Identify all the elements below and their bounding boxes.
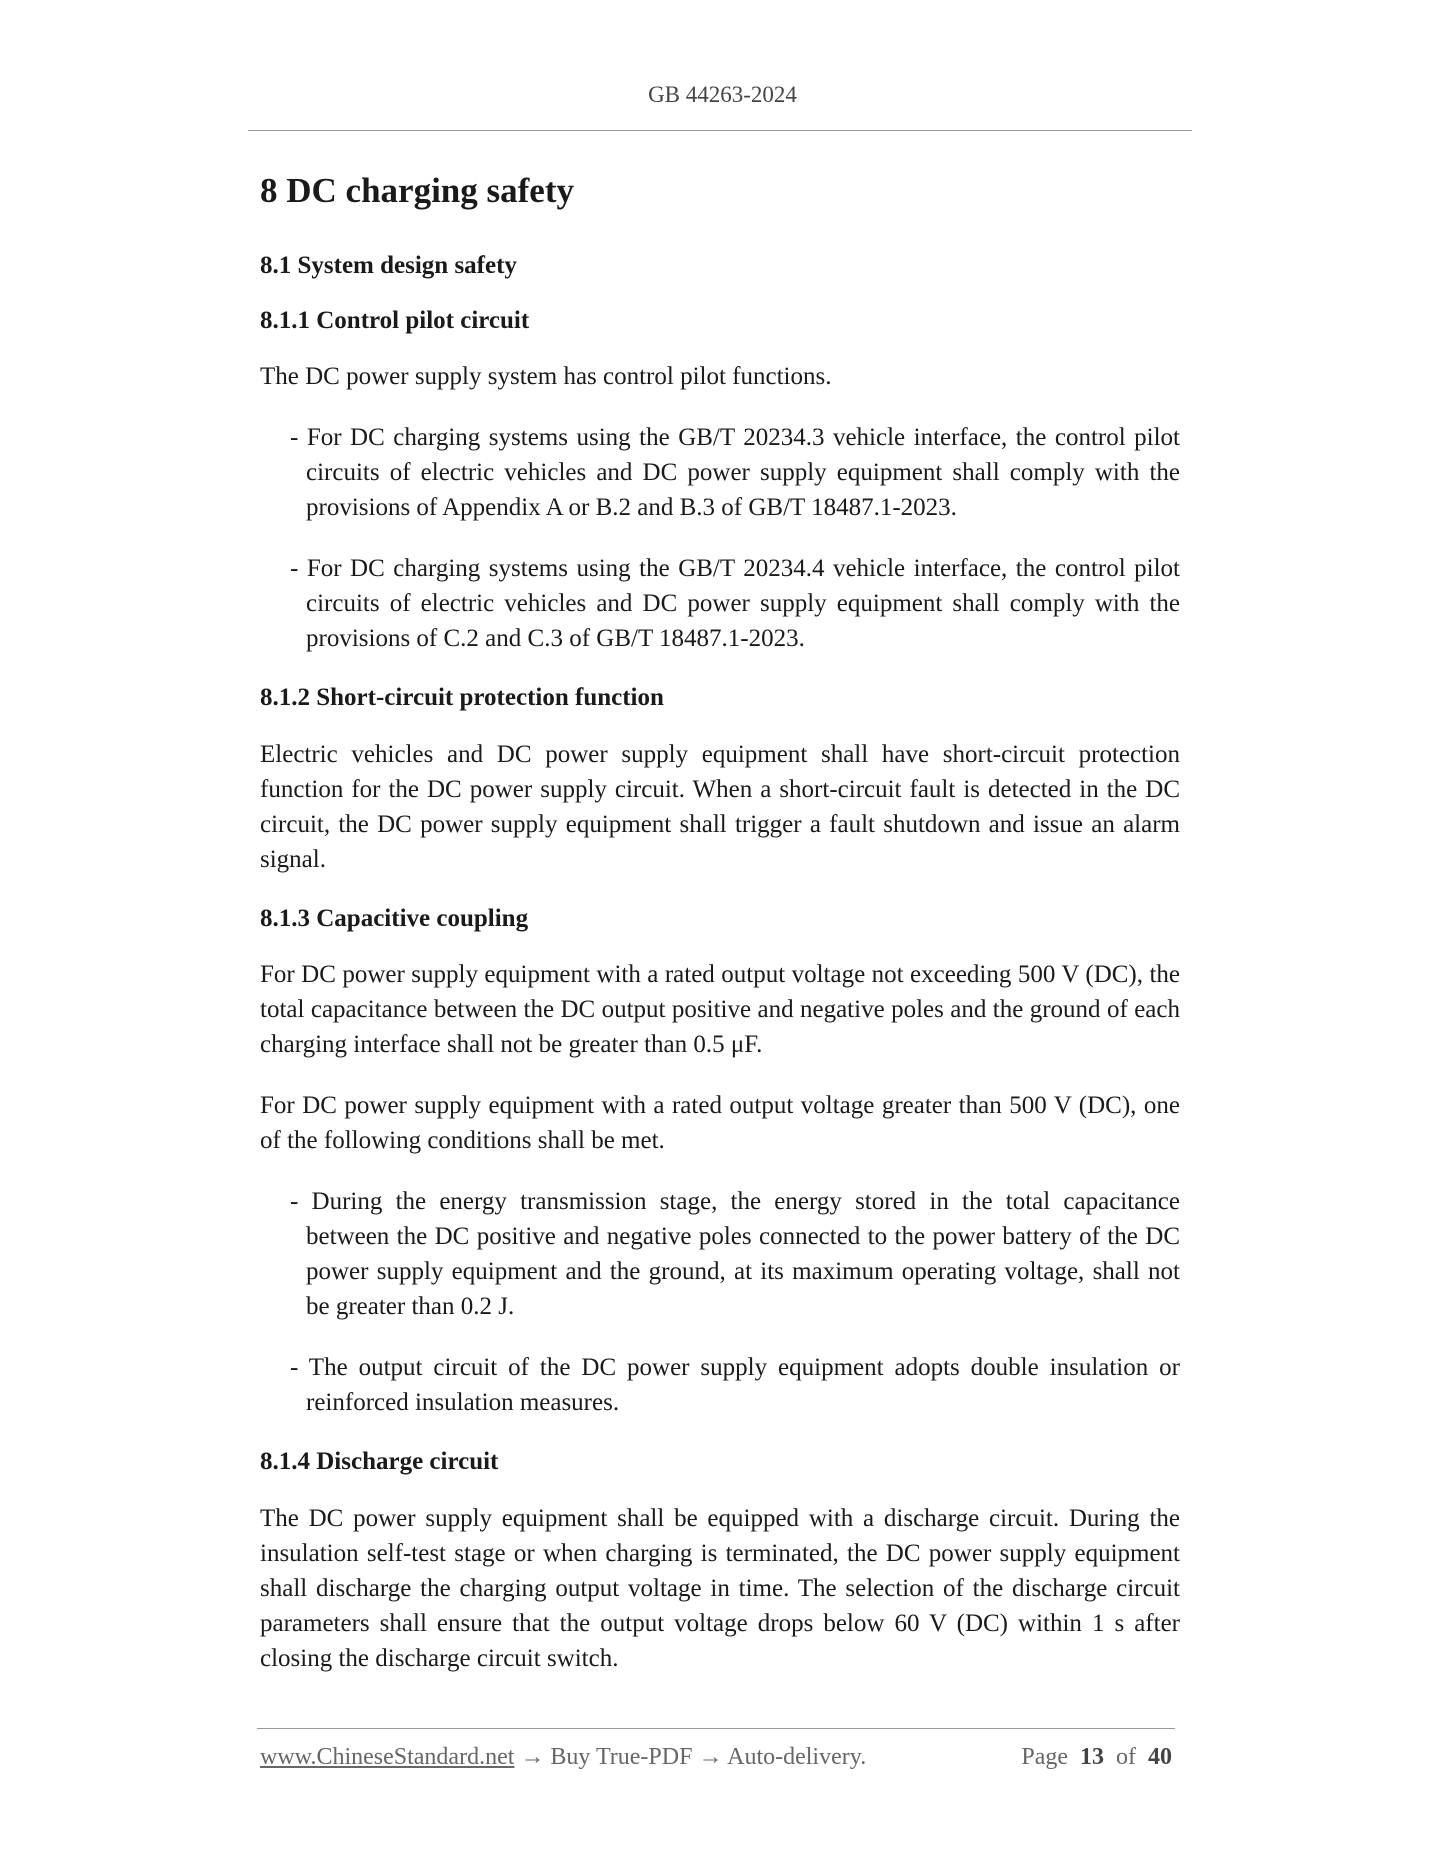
section-8-1-2-heading: 8.1.2 Short-circuit protection function [260, 684, 664, 711]
page-header: GB 44263-2024 [648, 82, 797, 107]
section-8-1-1-bullet-2: - For DC charging systems using the GB/T 20234.4 vehicle interface, the control pilot circuits of electric vehicles and DC power supply equipment shall comply with the provisions of C.2 and C.3 of GB/T 18487.1-2023. [290, 555, 1180, 652]
section-8-1-3-bullet-2: - The output circuit of the DC power supply equipment adopts double insulation or reinforced insulation measures. [290, 1354, 1180, 1416]
section-8-1-1-heading: 8.1.1 Control pilot circuit [260, 306, 530, 334]
document-body [260, 170, 1180, 1702]
section-8-1-4-heading: 8.1.4 Discharge circuit [260, 1448, 499, 1475]
total-pages: 40 [1148, 1744, 1172, 1770]
section-8-1-2-body: Electric vehicles and DC power supply equipment shall have short-circuit protection function for the DC power supply circuit. When a short-circuit fault is detected in the DC circuit, the DC power supply equipment shall trigger a fault shutdown and issue an alarm signal. [260, 740, 1180, 873]
section-8-1-3-paragraph-1: For DC power supply equipment with a rated output voltage not exceeding 500 V (DC), the total capacitance between the DC output positive and negative poles and the ground of each charging interface shall not be greater than 0.5 μF. [260, 961, 1180, 1058]
section-title: 8 DC charging safety [260, 171, 574, 210]
header-divider [248, 130, 1192, 131]
section-8-1-1-bullet-1: - For DC charging systems using the GB/T 20234.3 vehicle interface, the control pilot circuits of electric vehicles and DC power supply equipment shall comply with the provisions of Appendix A or B.2 and B.3 of GB/T 18487.1-2023. [290, 424, 1180, 521]
current-page: 13 [1080, 1744, 1104, 1770]
website-link[interactable]: www.ChineseStandard.net [260, 1744, 515, 1770]
of-label: of [1116, 1744, 1136, 1770]
section-8-1-4-body: The DC power supply equipment shall be equipped with a discharge circuit. During the insulation self-test stage or when charging is terminated, the DC power supply equipment shall discharge the charging output voltage in time. The selection of the discharge circuit parameters shall ensure that the output voltage drops below 60 V (DC) within 1 s after closing the discharge circuit switch. [260, 1504, 1180, 1672]
page-label: Page [1021, 1744, 1068, 1770]
section-8-1-3-heading: 8.1.3 Capacitive coupling [260, 904, 529, 932]
page-number [1021, 1744, 1172, 1771]
section-8-1-3-bullet-1: - During the energy transmission stage, the energy stored in the total capacitance between the DC positive and negative poles connected to the power battery of the DC power supply equipment and the ground, at its maximum operating voltage, shall not be greater than 0.2 J. [290, 1188, 1180, 1320]
footer-divider [257, 1728, 1175, 1729]
section-8-1-3-paragraph-2: For DC power supply equipment with a rated output voltage greater than 500 V (DC), one of the following conditions shall be met. [260, 1092, 1180, 1154]
footer-tagline: → Buy True-PDF → Auto-delivery. [514, 1744, 867, 1770]
section-8-1-1-intro: The DC power supply system has control pilot functions. [260, 363, 832, 390]
footer-promo [260, 1744, 866, 1771]
section-8-1-heading: 8.1 System design safety [260, 252, 517, 279]
